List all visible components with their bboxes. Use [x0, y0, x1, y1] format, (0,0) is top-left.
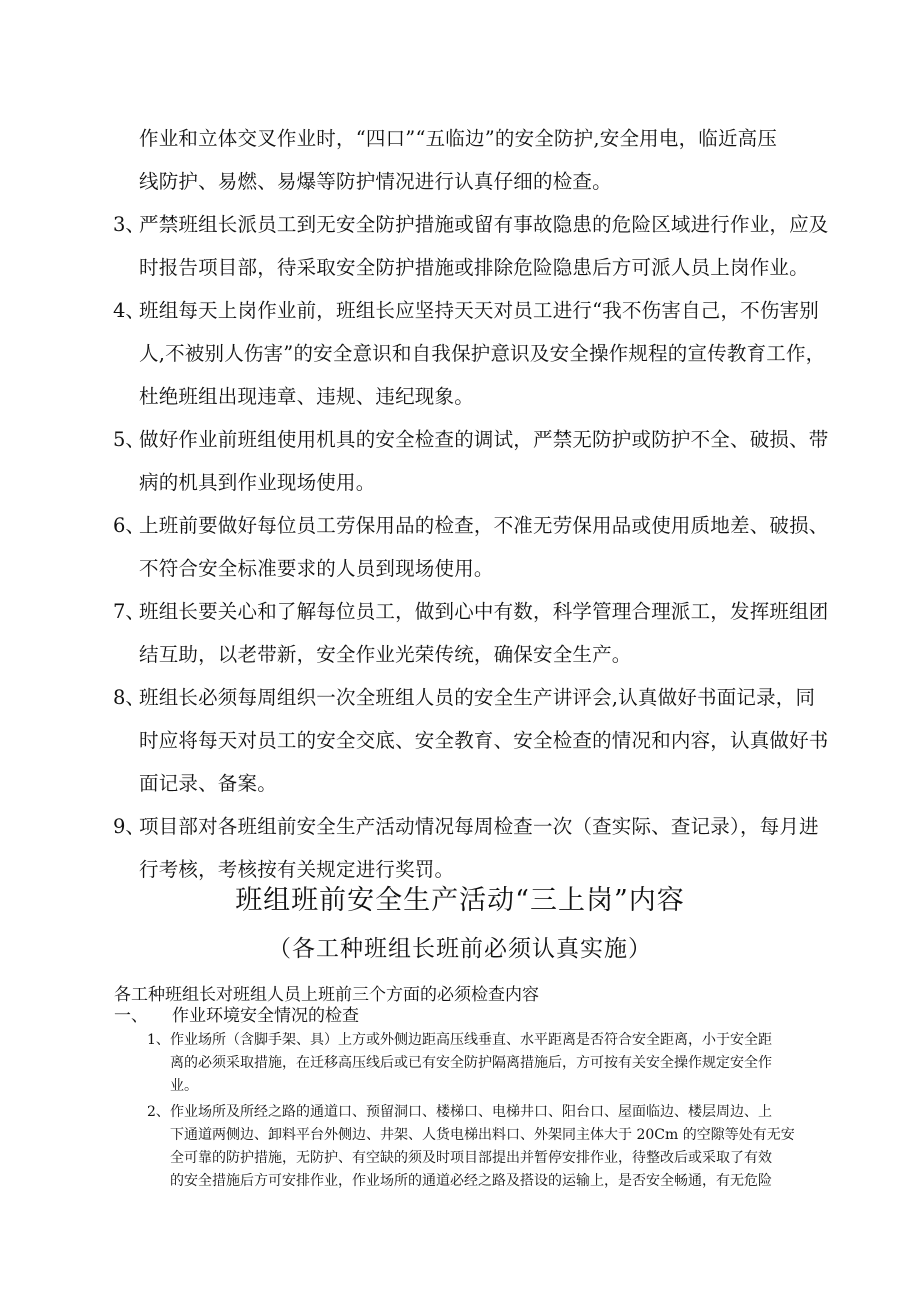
item-number: 8、 — [113, 686, 145, 709]
item-line: 行考核，考核按有关规定进行奖罚。 — [139, 858, 455, 881]
section-title: 班组班前安全生产活动“三上岗”内容 — [235, 885, 685, 916]
subitem-line: 全可靠的防护措施，无防护、有空缺的须及时项目部提出并暂停安排作业，待整改后或采取了有效 — [170, 1150, 772, 1166]
section-subtitle: （各工种班组长班前必须认真实施） — [268, 936, 652, 962]
subitem-line: 作业场所及所经之路的通道口、预留洞口、楼梯口、电梯井口、阳台口、屋面临边、楼层周边、上 — [170, 1104, 772, 1120]
item-line: 时应将每天对员工的安全交底、安全教育、安全检查的情况和内容，认真做好书 — [139, 729, 829, 752]
subitem-line: 离的必须采取措施，在迁移高压线后或已有安全防护隔离措施后，方可按有关安全操作规定安全作 — [170, 1055, 772, 1071]
subitem-number: 1、 — [147, 1032, 170, 1048]
subitem-line: 的安全措施后方可安排作业，作业场所的通道必经之路及搭设的运输上，是否安全畅通，有无危险 — [170, 1173, 772, 1189]
item-line: 杜绝班组出现违章、违规、违纪现象。 — [139, 385, 474, 408]
item-line: 严禁班组长派员工到无安全防护措施或留有事故隐患的危险区域进行作业，应及 — [139, 213, 829, 236]
section-intro: 各工种班组长对班组人员上班前三个方面的必须检查内容 — [114, 985, 539, 1005]
heading-number: 一、 — [114, 1006, 148, 1026]
item-number: 4、 — [113, 299, 145, 322]
item-number: 9、 — [113, 815, 145, 838]
item-line: 面记录、备案。 — [139, 772, 277, 795]
item-line: 班组长要关心和了解每位员工，做到心中有数，科学管理合理派工，发挥班组团 — [139, 600, 829, 623]
item-line: 时报告项目部，待采取安全防护措施或排除危险隐患后方可派人员上岗作业。 — [139, 256, 809, 279]
item-line: 线防护、易燃、易爆等防护情况进行认真仔细的检查。 — [139, 170, 612, 193]
item-line: 结互助，以老带新，安全作业光荣传统，确保安全生产。 — [139, 643, 632, 666]
subitem-number: 2、 — [147, 1104, 170, 1120]
subitem-line: 下通道两侧边、卸料平台外侧边、井架、人货电梯出料口、外架同主体大于 20Cm 的空隙等处有无安 — [170, 1127, 795, 1143]
heading-text: 作业环境安全情况的检查 — [172, 1006, 359, 1026]
subitem-line: 作业场所（含脚手架、具）上方或外侧边距高压线垂直、水平距离是否符合安全距离，小于安全距 — [170, 1032, 772, 1048]
subitem-line: 业。 — [170, 1078, 198, 1094]
item-line: 做好作业前班组使用机具的安全检查的调试，严禁无防护或防护不全、破损、带 — [139, 428, 829, 451]
item-number: 3、 — [113, 213, 145, 236]
item-line: 不符合安全标准要求的人员到现场使用。 — [139, 557, 494, 580]
item-line: 人,不被别人伤害”的安全意识和自我保护意识及安全操作规程的宣传教育工作， — [139, 342, 826, 365]
item-line: 作业和立体交叉作业时，“四口”“五临边”的安全防护,安全用电，临近高压 — [139, 127, 778, 150]
item-line: 病的机具到作业现场使用。 — [139, 471, 376, 494]
item-line: 班组长必须每周组织一次全班组人员的安全生产讲评会,认真做好书面记录，同 — [139, 686, 816, 709]
item-number: 7、 — [113, 600, 145, 623]
item-line: 班组每天上岗作业前，班组长应坚持天天对员工进行“我不伤害自己，不伤害别 — [139, 299, 819, 322]
item-line: 上班前要做好每位员工劳保用品的检查，不准无劳保用品或使用质地差、破损、 — [139, 514, 829, 537]
item-line: 项目部对各班组前安全生产活动情况每周检查一次（查实际、查记录），每月进 — [139, 815, 819, 838]
item-number: 6、 — [113, 514, 145, 537]
item-number: 5、 — [113, 428, 145, 451]
